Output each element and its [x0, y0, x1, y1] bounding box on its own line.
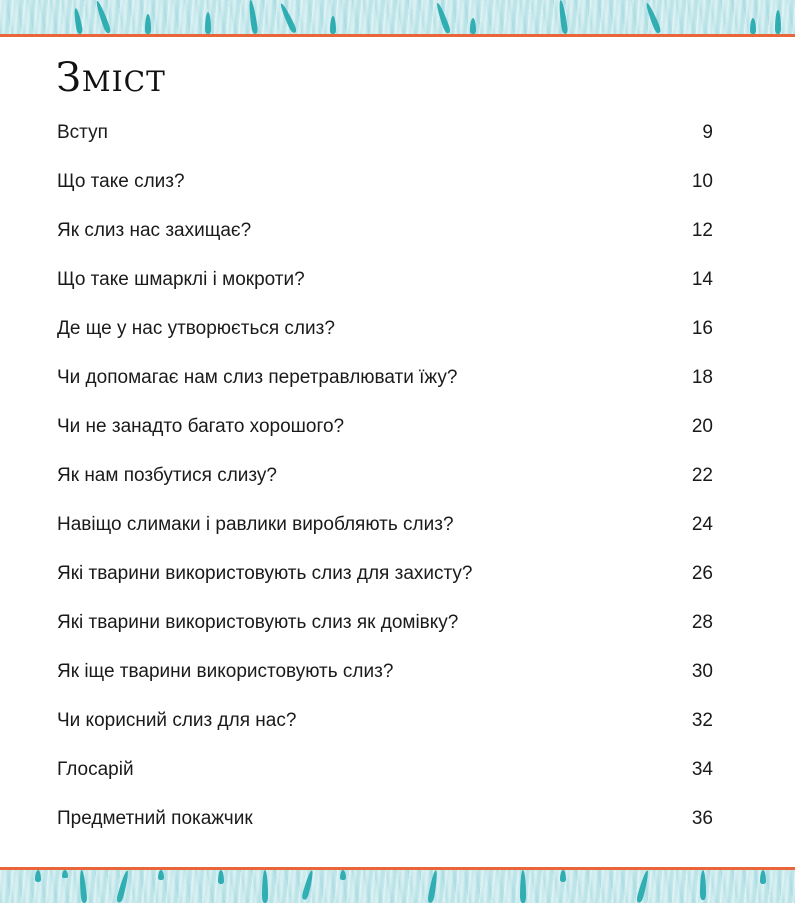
toc-entry-title: Як іще тварини використовують слиз? [57, 661, 394, 682]
toc-entry-page: 30 [691, 661, 713, 682]
slime-drip-decoration [750, 18, 756, 34]
slime-drip-decoration [116, 870, 130, 903]
slime-drip-decoration [435, 2, 452, 34]
slime-drip-decoration [558, 0, 569, 34]
toc-entry-page: 20 [691, 416, 713, 437]
toc-entry-title: Чи корисний слиз для нас? [57, 710, 297, 731]
slime-drip-decoration [760, 870, 766, 884]
slime-drip-decoration [35, 870, 41, 882]
decorative-top-band [0, 0, 795, 37]
toc-entry-title: Що таке слиз? [57, 171, 185, 192]
slime-drip-decoration [73, 8, 83, 35]
table-of-contents [57, 117, 713, 852]
slime-drip-decoration [79, 870, 88, 903]
toc-entry-page: 34 [691, 759, 713, 780]
slime-drip-decoration [330, 16, 336, 34]
toc-entry[interactable] [57, 117, 713, 166]
toc-entry-page: 26 [691, 563, 713, 584]
slime-drip-decoration [636, 870, 650, 903]
slime-drip-decoration [279, 2, 298, 34]
toc-entry-title: Навіщо слимаки і равлики виробляють слиз? [57, 514, 454, 535]
toc-entry[interactable] [57, 411, 713, 460]
toc-entry-page: 24 [691, 514, 713, 535]
toc-entry-page: 12 [691, 220, 713, 241]
slime-drip-decoration [644, 2, 662, 34]
toc-entry-page: 28 [691, 612, 713, 633]
slime-drip-decoration [205, 12, 211, 34]
toc-entry-title: Де ще у нас утворюється слиз? [57, 318, 335, 339]
slime-drip-decoration [301, 870, 315, 901]
slime-drip-decoration [218, 870, 224, 884]
toc-entry-title: Предметний покажчик [57, 808, 253, 829]
toc-entry[interactable] [57, 313, 713, 362]
toc-entry[interactable] [57, 460, 713, 509]
toc-entry[interactable] [57, 803, 713, 852]
toc-entry-title: Які тварини використовують слиз як домівку? [57, 612, 459, 633]
toc-entry[interactable] [57, 264, 713, 313]
toc-entry[interactable] [57, 362, 713, 411]
toc-entry[interactable] [57, 705, 713, 754]
toc-entry-page: 16 [691, 318, 713, 339]
toc-entry-page: 22 [691, 465, 713, 486]
slime-drip-decoration [145, 14, 151, 34]
toc-entry[interactable] [57, 509, 713, 558]
toc-entry-page: 10 [691, 171, 713, 192]
toc-entry-title: Що таке шмарклі і мокроти? [57, 269, 305, 290]
slime-drip-decoration [262, 870, 268, 903]
toc-entry-title: Вступ [57, 122, 108, 143]
slime-drip-decoration [560, 870, 566, 882]
slime-drip-decoration [158, 870, 164, 880]
slime-drip-decoration [62, 870, 68, 878]
page-title: Зміст [56, 55, 166, 101]
toc-entry[interactable] [57, 166, 713, 215]
toc-entry-title: Як нам позбутися слизу? [57, 465, 277, 486]
slime-drip-decoration [775, 10, 781, 34]
toc-entry[interactable] [57, 607, 713, 656]
toc-entry-page: 36 [691, 808, 713, 829]
slime-drip-decoration [94, 0, 111, 34]
slime-drip-decoration [427, 870, 439, 903]
slime-drip-decoration [470, 18, 476, 34]
toc-entry-title: Чи не занадто багато хорошого? [57, 416, 345, 437]
toc-entry-title: Які тварини використовують слиз для захисту? [57, 563, 473, 584]
toc-entry[interactable] [57, 215, 713, 264]
slime-drip-decoration [340, 870, 346, 880]
toc-entry-page: 18 [691, 367, 713, 388]
toc-entry-title: Чи допомагає нам слиз перетравлювати їжу? [57, 367, 458, 388]
toc-entry-page: 9 [702, 122, 713, 143]
decorative-bottom-band [0, 867, 795, 903]
slime-drip-decoration [248, 0, 259, 34]
toc-entry-title: Як слиз нас захищає? [57, 220, 252, 241]
slime-drip-decoration [520, 870, 526, 903]
toc-entry[interactable] [57, 558, 713, 607]
toc-entry-title: Глосарій [57, 759, 134, 780]
toc-entry-page: 14 [691, 269, 713, 290]
toc-entry[interactable] [57, 754, 713, 803]
toc-entry[interactable] [57, 656, 713, 705]
toc-entry-page: 32 [691, 710, 713, 731]
slime-drip-decoration [700, 870, 706, 900]
